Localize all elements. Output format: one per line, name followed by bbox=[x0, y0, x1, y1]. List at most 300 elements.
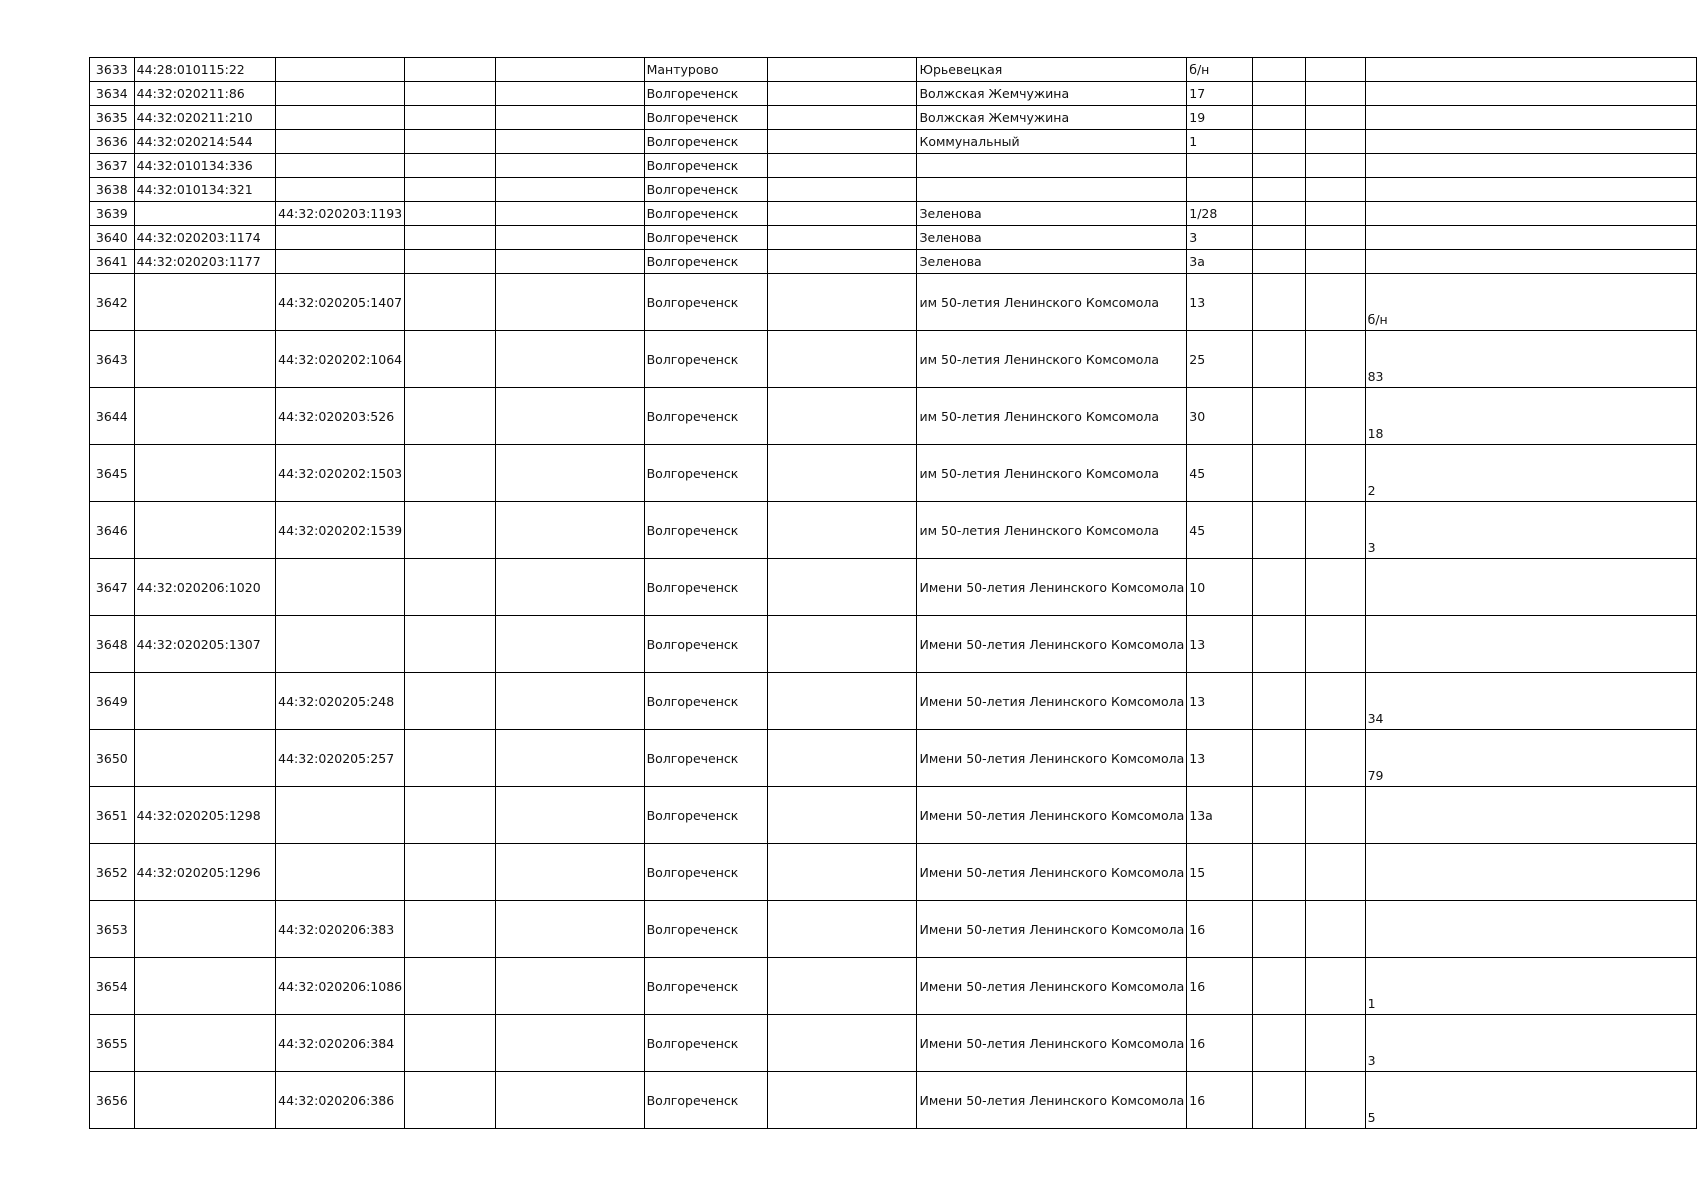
cell-empty-4 bbox=[495, 274, 644, 331]
cell-empty-4 bbox=[495, 106, 644, 130]
flat-number: 18 bbox=[1365, 388, 1696, 445]
cell-empty-10 bbox=[1305, 1072, 1365, 1129]
table-row bbox=[90, 1072, 1697, 1129]
cell-empty-4 bbox=[495, 388, 644, 445]
flat-number bbox=[1365, 106, 1696, 130]
cadastral-number-alt: 44:32:020206:384 bbox=[276, 1015, 405, 1072]
house-number: 19 bbox=[1187, 106, 1253, 130]
city: Волгореченск bbox=[644, 250, 767, 274]
table-row bbox=[90, 787, 1697, 844]
cell-empty-3 bbox=[405, 130, 495, 154]
cell-empty-3 bbox=[405, 388, 495, 445]
table-row bbox=[90, 844, 1697, 901]
house-number: 13 bbox=[1187, 673, 1253, 730]
cell-empty-3 bbox=[405, 82, 495, 106]
cell-empty-6 bbox=[767, 673, 917, 730]
cell-empty-6 bbox=[767, 958, 917, 1015]
street: Имени 50-летия Ленинского Комсомола bbox=[917, 787, 1187, 844]
street bbox=[917, 178, 1187, 202]
cell-empty-6 bbox=[767, 730, 917, 787]
cell-empty-10 bbox=[1305, 274, 1365, 331]
city: Волгореченск bbox=[644, 388, 767, 445]
house-number: 25 bbox=[1187, 331, 1253, 388]
table-row bbox=[90, 559, 1697, 616]
house-number: 30 bbox=[1187, 388, 1253, 445]
row-number: 3640 bbox=[90, 226, 135, 250]
cell-empty-4 bbox=[495, 130, 644, 154]
city: Волгореченск bbox=[644, 178, 767, 202]
row-number: 3645 bbox=[90, 445, 135, 502]
table-row bbox=[90, 673, 1697, 730]
street: им 50-летия Ленинского Комсомола bbox=[917, 274, 1187, 331]
cell-empty-10 bbox=[1305, 82, 1365, 106]
cadastral-number-alt bbox=[276, 82, 405, 106]
cell-empty-10 bbox=[1305, 106, 1365, 130]
cadastral-number bbox=[134, 388, 275, 445]
house-number: 16 bbox=[1187, 1072, 1253, 1129]
cadastral-number bbox=[134, 202, 275, 226]
cell-empty-10 bbox=[1305, 844, 1365, 901]
cell-empty-9 bbox=[1252, 202, 1305, 226]
house-number: 13а bbox=[1187, 787, 1253, 844]
cadastral-number: 44:32:020214:544 bbox=[134, 130, 275, 154]
city: Волгореченск bbox=[644, 445, 767, 502]
cell-empty-6 bbox=[767, 106, 917, 130]
city: Волгореченск bbox=[644, 616, 767, 673]
cell-empty-6 bbox=[767, 1072, 917, 1129]
table-row bbox=[90, 1015, 1697, 1072]
cadastral-number-alt bbox=[276, 559, 405, 616]
row-number: 3642 bbox=[90, 274, 135, 331]
cell-empty-3 bbox=[405, 250, 495, 274]
street: Имени 50-летия Ленинского Комсомола bbox=[917, 616, 1187, 673]
cadastral-number bbox=[134, 730, 275, 787]
cell-empty-10 bbox=[1305, 559, 1365, 616]
table-row bbox=[90, 274, 1697, 331]
city: Волгореченск bbox=[644, 1015, 767, 1072]
cell-empty-4 bbox=[495, 559, 644, 616]
cell-empty-9 bbox=[1252, 730, 1305, 787]
cell-empty-6 bbox=[767, 58, 917, 82]
cell-empty-10 bbox=[1305, 130, 1365, 154]
cell-empty-4 bbox=[495, 445, 644, 502]
row-number: 3655 bbox=[90, 1015, 135, 1072]
flat-number: 1 bbox=[1365, 958, 1696, 1015]
cell-empty-9 bbox=[1252, 616, 1305, 673]
table-row bbox=[90, 730, 1697, 787]
cell-empty-4 bbox=[495, 730, 644, 787]
cell-empty-4 bbox=[495, 958, 644, 1015]
cell-empty-4 bbox=[495, 82, 644, 106]
cell-empty-9 bbox=[1252, 82, 1305, 106]
flat-number bbox=[1365, 154, 1696, 178]
cell-empty-10 bbox=[1305, 787, 1365, 844]
flat-number bbox=[1365, 202, 1696, 226]
table-row bbox=[90, 331, 1697, 388]
cadastral-number: 44:28:010115:22 bbox=[134, 58, 275, 82]
cell-empty-3 bbox=[405, 106, 495, 130]
cell-empty-6 bbox=[767, 445, 917, 502]
house-number: 1 bbox=[1187, 130, 1253, 154]
city: Волгореченск bbox=[644, 1072, 767, 1129]
cell-empty-9 bbox=[1252, 445, 1305, 502]
cadastral-number: 44:32:020206:1020 bbox=[134, 559, 275, 616]
street: им 50-летия Ленинского Комсомола bbox=[917, 331, 1187, 388]
cell-empty-6 bbox=[767, 202, 917, 226]
cell-empty-10 bbox=[1305, 502, 1365, 559]
cell-empty-6 bbox=[767, 1015, 917, 1072]
cadastral-number bbox=[134, 445, 275, 502]
cell-empty-9 bbox=[1252, 559, 1305, 616]
cell-empty-3 bbox=[405, 787, 495, 844]
cell-empty-6 bbox=[767, 226, 917, 250]
city: Волгореченск bbox=[644, 844, 767, 901]
house-number: 3а bbox=[1187, 250, 1253, 274]
cadastral-number: 44:32:020211:86 bbox=[134, 82, 275, 106]
street: Волжская Жемчужина bbox=[917, 82, 1187, 106]
cell-empty-3 bbox=[405, 730, 495, 787]
cell-empty-4 bbox=[495, 226, 644, 250]
flat-number bbox=[1365, 250, 1696, 274]
flat-number: 79 bbox=[1365, 730, 1696, 787]
cell-empty-3 bbox=[405, 274, 495, 331]
house-number bbox=[1187, 178, 1253, 202]
row-number: 3646 bbox=[90, 502, 135, 559]
street: им 50-летия Ленинского Комсомола bbox=[917, 502, 1187, 559]
table-row bbox=[90, 82, 1697, 106]
city: Волгореченск bbox=[644, 958, 767, 1015]
cadastral-number-alt: 44:32:020205:257 bbox=[276, 730, 405, 787]
table-body bbox=[90, 58, 1697, 1129]
city: Волгореченск bbox=[644, 106, 767, 130]
cell-empty-3 bbox=[405, 502, 495, 559]
table-row bbox=[90, 226, 1697, 250]
cell-empty-3 bbox=[405, 1072, 495, 1129]
flat-number bbox=[1365, 58, 1696, 82]
cell-empty-10 bbox=[1305, 730, 1365, 787]
city: Мантурово bbox=[644, 58, 767, 82]
cadastral-number: 44:32:010134:321 bbox=[134, 178, 275, 202]
street: Коммунальный bbox=[917, 130, 1187, 154]
table-row bbox=[90, 388, 1697, 445]
row-number: 3633 bbox=[90, 58, 135, 82]
house-number: 16 bbox=[1187, 1015, 1253, 1072]
table-row bbox=[90, 250, 1697, 274]
row-number: 3650 bbox=[90, 730, 135, 787]
cell-empty-6 bbox=[767, 388, 917, 445]
cell-empty-10 bbox=[1305, 958, 1365, 1015]
cadastral-number-alt bbox=[276, 106, 405, 130]
cell-empty-4 bbox=[495, 844, 644, 901]
cell-empty-6 bbox=[767, 250, 917, 274]
cell-empty-6 bbox=[767, 502, 917, 559]
street: Имени 50-летия Ленинского Комсомола bbox=[917, 844, 1187, 901]
flat-number bbox=[1365, 178, 1696, 202]
city: Волгореченск bbox=[644, 82, 767, 106]
street: Зеленова bbox=[917, 226, 1187, 250]
row-number: 3651 bbox=[90, 787, 135, 844]
cell-empty-9 bbox=[1252, 958, 1305, 1015]
cell-empty-3 bbox=[405, 154, 495, 178]
row-number: 3652 bbox=[90, 844, 135, 901]
house-number: 17 bbox=[1187, 82, 1253, 106]
cell-empty-4 bbox=[495, 178, 644, 202]
city: Волгореченск bbox=[644, 787, 767, 844]
cell-empty-10 bbox=[1305, 445, 1365, 502]
row-number: 3644 bbox=[90, 388, 135, 445]
cell-empty-3 bbox=[405, 616, 495, 673]
cell-empty-9 bbox=[1252, 673, 1305, 730]
table-row bbox=[90, 901, 1697, 958]
house-number: 16 bbox=[1187, 958, 1253, 1015]
cadastral-number-alt: 44:32:020206:1086 bbox=[276, 958, 405, 1015]
street: Зеленова bbox=[917, 250, 1187, 274]
flat-number bbox=[1365, 901, 1696, 958]
flat-number: 5 bbox=[1365, 1072, 1696, 1129]
cell-empty-3 bbox=[405, 445, 495, 502]
street: Имени 50-летия Ленинского Комсомола bbox=[917, 1015, 1187, 1072]
cell-empty-9 bbox=[1252, 250, 1305, 274]
cadastral-number-alt bbox=[276, 787, 405, 844]
cadastral-number: 44:32:020203:1177 bbox=[134, 250, 275, 274]
street: им 50-летия Ленинского Комсомола bbox=[917, 388, 1187, 445]
flat-number: 2 bbox=[1365, 445, 1696, 502]
cell-empty-6 bbox=[767, 82, 917, 106]
street: Имени 50-летия Ленинского Комсомола bbox=[917, 559, 1187, 616]
row-number: 3647 bbox=[90, 559, 135, 616]
cadastral-number: 44:32:020205:1307 bbox=[134, 616, 275, 673]
flat-number bbox=[1365, 130, 1696, 154]
flat-number bbox=[1365, 616, 1696, 673]
house-number: 10 bbox=[1187, 559, 1253, 616]
cell-empty-6 bbox=[767, 178, 917, 202]
table-row bbox=[90, 130, 1697, 154]
cadastral-number bbox=[134, 331, 275, 388]
cell-empty-3 bbox=[405, 331, 495, 388]
cell-empty-10 bbox=[1305, 250, 1365, 274]
cadastral-number-alt: 44:32:020202:1503 bbox=[276, 445, 405, 502]
cell-empty-3 bbox=[405, 673, 495, 730]
city: Волгореченск bbox=[644, 901, 767, 958]
cadastral-number-alt bbox=[276, 130, 405, 154]
cell-empty-3 bbox=[405, 58, 495, 82]
cell-empty-4 bbox=[495, 250, 644, 274]
table-row bbox=[90, 178, 1697, 202]
street: Имени 50-летия Ленинского Комсомола bbox=[917, 901, 1187, 958]
cell-empty-4 bbox=[495, 154, 644, 178]
house-number: 1/28 bbox=[1187, 202, 1253, 226]
flat-number: 3 bbox=[1365, 1015, 1696, 1072]
city: Волгореченск bbox=[644, 226, 767, 250]
cell-empty-3 bbox=[405, 559, 495, 616]
house-number: 13 bbox=[1187, 616, 1253, 673]
table-row bbox=[90, 502, 1697, 559]
cell-empty-10 bbox=[1305, 673, 1365, 730]
cell-empty-6 bbox=[767, 787, 917, 844]
cell-empty-6 bbox=[767, 559, 917, 616]
cadastral-number-alt bbox=[276, 226, 405, 250]
cadastral-number-alt: 44:32:020206:386 bbox=[276, 1072, 405, 1129]
street: Имени 50-летия Ленинского Комсомола bbox=[917, 673, 1187, 730]
cell-empty-4 bbox=[495, 901, 644, 958]
row-number: 3639 bbox=[90, 202, 135, 226]
city: Волгореченск bbox=[644, 502, 767, 559]
cell-empty-3 bbox=[405, 1015, 495, 1072]
flat-number bbox=[1365, 559, 1696, 616]
cell-empty-9 bbox=[1252, 154, 1305, 178]
city: Волгореченск bbox=[644, 274, 767, 331]
city: Волгореченск bbox=[644, 130, 767, 154]
cell-empty-4 bbox=[495, 1015, 644, 1072]
row-number: 3656 bbox=[90, 1072, 135, 1129]
house-number bbox=[1187, 154, 1253, 178]
street: Зеленова bbox=[917, 202, 1187, 226]
cadastral-number: 44:32:020211:210 bbox=[134, 106, 275, 130]
table-row bbox=[90, 58, 1697, 82]
row-number: 3653 bbox=[90, 901, 135, 958]
city: Волгореченск bbox=[644, 331, 767, 388]
city: Волгореченск bbox=[644, 154, 767, 178]
cell-empty-9 bbox=[1252, 502, 1305, 559]
street: Юрьевецкая bbox=[917, 58, 1187, 82]
cadastral-number-alt bbox=[276, 844, 405, 901]
row-number: 3637 bbox=[90, 154, 135, 178]
cell-empty-4 bbox=[495, 787, 644, 844]
flat-number bbox=[1365, 226, 1696, 250]
table-row bbox=[90, 445, 1697, 502]
cell-empty-10 bbox=[1305, 202, 1365, 226]
cadastral-number-alt bbox=[276, 154, 405, 178]
table-row bbox=[90, 616, 1697, 673]
table-row bbox=[90, 958, 1697, 1015]
cell-empty-4 bbox=[495, 1072, 644, 1129]
cell-empty-9 bbox=[1252, 178, 1305, 202]
cell-empty-9 bbox=[1252, 844, 1305, 901]
house-number: 3 bbox=[1187, 226, 1253, 250]
cadastral-number: 44:32:020203:1174 bbox=[134, 226, 275, 250]
cell-empty-3 bbox=[405, 958, 495, 1015]
cadastral-number-alt: 44:32:020203:1193 bbox=[276, 202, 405, 226]
row-number: 3635 bbox=[90, 106, 135, 130]
city: Волгореченск bbox=[644, 730, 767, 787]
flat-number bbox=[1365, 844, 1696, 901]
cell-empty-3 bbox=[405, 178, 495, 202]
street: Имени 50-летия Ленинского Комсомола bbox=[917, 1072, 1187, 1129]
cadastral-number bbox=[134, 502, 275, 559]
cell-empty-3 bbox=[405, 901, 495, 958]
cell-empty-4 bbox=[495, 673, 644, 730]
cell-empty-9 bbox=[1252, 1015, 1305, 1072]
cadastral-number-alt: 44:32:020203:526 bbox=[276, 388, 405, 445]
house-number: 15 bbox=[1187, 844, 1253, 901]
flat-number: 83 bbox=[1365, 331, 1696, 388]
cadastral-number-alt bbox=[276, 58, 405, 82]
row-number: 3648 bbox=[90, 616, 135, 673]
house-number: б/н bbox=[1187, 58, 1253, 82]
street: Имени 50-летия Ленинского Комсомола bbox=[917, 730, 1187, 787]
cell-empty-9 bbox=[1252, 58, 1305, 82]
cadastral-number bbox=[134, 958, 275, 1015]
city: Волгореченск bbox=[644, 202, 767, 226]
cadastral-number-alt: 44:32:020205:248 bbox=[276, 673, 405, 730]
cell-empty-4 bbox=[495, 202, 644, 226]
cadastral-number bbox=[134, 274, 275, 331]
table-row bbox=[90, 202, 1697, 226]
city: Волгореченск bbox=[644, 673, 767, 730]
cell-empty-9 bbox=[1252, 787, 1305, 844]
cadastral-number bbox=[134, 1015, 275, 1072]
cell-empty-10 bbox=[1305, 178, 1365, 202]
cell-empty-6 bbox=[767, 154, 917, 178]
cadastral-number-alt: 44:32:020206:383 bbox=[276, 901, 405, 958]
cadastral-number: 44:32:010134:336 bbox=[134, 154, 275, 178]
cell-empty-3 bbox=[405, 202, 495, 226]
cell-empty-6 bbox=[767, 130, 917, 154]
cell-empty-9 bbox=[1252, 130, 1305, 154]
cell-empty-4 bbox=[495, 616, 644, 673]
row-number: 3649 bbox=[90, 673, 135, 730]
cell-empty-6 bbox=[767, 844, 917, 901]
cell-empty-9 bbox=[1252, 388, 1305, 445]
house-number: 13 bbox=[1187, 274, 1253, 331]
cell-empty-10 bbox=[1305, 58, 1365, 82]
cell-empty-3 bbox=[405, 844, 495, 901]
row-number: 3638 bbox=[90, 178, 135, 202]
house-number: 16 bbox=[1187, 901, 1253, 958]
cadastral-number bbox=[134, 901, 275, 958]
cadastral-number-alt bbox=[276, 178, 405, 202]
house-number: 45 bbox=[1187, 445, 1253, 502]
cell-empty-6 bbox=[767, 274, 917, 331]
flat-number: 3 bbox=[1365, 502, 1696, 559]
street: Волжская Жемчужина bbox=[917, 106, 1187, 130]
cell-empty-6 bbox=[767, 331, 917, 388]
cell-empty-4 bbox=[495, 331, 644, 388]
cell-empty-6 bbox=[767, 901, 917, 958]
registry-table bbox=[89, 57, 1697, 1129]
cell-empty-9 bbox=[1252, 331, 1305, 388]
row-number: 3634 bbox=[90, 82, 135, 106]
house-number: 13 bbox=[1187, 730, 1253, 787]
cell-empty-10 bbox=[1305, 331, 1365, 388]
cadastral-number-alt bbox=[276, 250, 405, 274]
house-number: 45 bbox=[1187, 502, 1253, 559]
cell-empty-9 bbox=[1252, 901, 1305, 958]
cadastral-number: 44:32:020205:1298 bbox=[134, 787, 275, 844]
cell-empty-9 bbox=[1252, 274, 1305, 331]
table-row bbox=[90, 106, 1697, 130]
cell-empty-3 bbox=[405, 226, 495, 250]
cadastral-number-alt bbox=[276, 616, 405, 673]
row-number: 3636 bbox=[90, 130, 135, 154]
cell-empty-10 bbox=[1305, 1015, 1365, 1072]
row-number: 3641 bbox=[90, 250, 135, 274]
street: Имени 50-летия Ленинского Комсомола bbox=[917, 958, 1187, 1015]
cell-empty-9 bbox=[1252, 226, 1305, 250]
flat-number bbox=[1365, 787, 1696, 844]
cell-empty-10 bbox=[1305, 901, 1365, 958]
cell-empty-9 bbox=[1252, 1072, 1305, 1129]
flat-number bbox=[1365, 82, 1696, 106]
row-number: 3654 bbox=[90, 958, 135, 1015]
cadastral-number-alt: 44:32:020205:1407 bbox=[276, 274, 405, 331]
cell-empty-10 bbox=[1305, 226, 1365, 250]
flat-number: 34 bbox=[1365, 673, 1696, 730]
cell-empty-10 bbox=[1305, 154, 1365, 178]
flat-number: б/н bbox=[1365, 274, 1696, 331]
cadastral-number-alt: 44:32:020202:1064 bbox=[276, 331, 405, 388]
cadastral-number: 44:32:020205:1296 bbox=[134, 844, 275, 901]
